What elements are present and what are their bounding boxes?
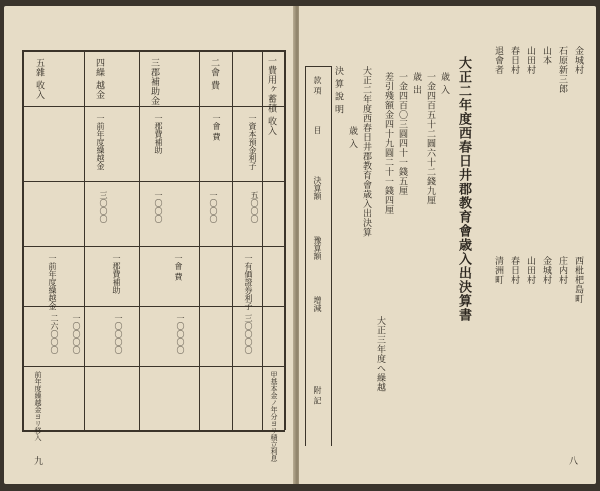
left-label-4: 四繰 越金 [94,58,104,100]
member-right-3: 金城村 [541,256,551,285]
header-cell-2: 目 [313,126,322,134]
member-row-6: 退會者 [493,46,503,75]
sub-title: 大正二年度西春日井郡教育會歳入出決算 [361,66,371,237]
right-page [299,6,596,484]
right-table-top [305,66,331,67]
summary-line-2: 一金四百五十二圓六十二錢九厘 [425,72,435,205]
member-row-4: 山田村 [525,46,535,75]
left-label-2: 二會 費 [209,58,219,90]
amount-b-2: 一〇〇〇〇 [176,314,185,354]
summary-line-4: 一金四百〇三圓四十一錢五厘 [397,72,407,196]
member-row-1: 金城村 [573,46,583,75]
amount-a-1: 五〇〇〇 [250,191,259,223]
right-table-right [331,66,332,446]
inner-label-5: 一有価證券利子 [244,254,253,310]
header-cell-6: 附 記 [313,386,322,405]
summary-line-3: 歳 出 [411,72,421,95]
left-page [4,6,295,484]
inner-label-3: 一郡費補助 [154,114,163,154]
amount-b-3: 一〇〇〇〇 [114,314,123,354]
header-rule-5 [22,366,284,367]
amount-a-2: 一〇〇〇 [209,191,218,223]
table-bottom-rule [22,430,285,432]
left-label-5: 五雜 收入 [34,58,44,100]
summary-line-5: 差引殘額金四十九圓二十一錢四厘 [383,72,393,215]
header-cell-5: 增減 [313,296,322,312]
table-left-rule [22,50,24,430]
right-page-number: 八 [569,457,579,467]
left-label-1: 一費用ヶ蓄積 收入 [266,56,276,136]
summary-line-1: 歳 入 [439,72,449,95]
col-rule-4 [232,50,233,430]
table-title-a: 決 算 說 明 [333,66,343,115]
amount-b-4: 一〇〇〇〇 [72,314,81,354]
col-rule-1 [84,50,85,430]
member-row-3: 山本 [541,46,551,65]
note-2: 前年度繰越金ヨリ移入 [34,371,42,441]
page-title: 大正二年度西春日井郡教育會歳入出決算書 [456,56,471,322]
amount-a-4: 三〇〇〇 [99,191,108,223]
inner-label-2: 一會 費 [212,114,221,141]
member-right-1: 西枇杷島町 [573,256,583,304]
amount-b-5: 二六〇〇〇 [50,314,59,354]
header-rule-1 [22,106,284,107]
col-rule-2 [139,50,140,430]
left-page-number: 九 [34,457,44,467]
inner-label-4: 一前年度繰越金 [96,114,105,170]
inner-label-8: 一前年度繰越金 [48,254,57,310]
right-table-left [305,66,306,446]
table-title-b: 歳 入 [347,126,357,149]
col-rule-5 [262,50,263,430]
member-right-2: 庄内村 [557,256,567,285]
inner-label-7: 一郡費補助 [112,254,121,294]
member-right-5: 春日村 [509,256,519,285]
header-cell-1: 款 項 [313,76,322,95]
header-rule-2 [22,181,284,182]
inner-label-6: 一會 費 [174,254,183,281]
carry-note: 大正三年度へ繰越 [375,316,385,392]
header-cell-4: 豫算額 [313,236,322,260]
member-row-5: 春日村 [509,46,519,75]
amount-b-1: 三〇〇〇〇 [244,314,253,354]
col-rule-3 [199,50,200,430]
table-right-rule [284,50,286,430]
header-rule-3 [22,246,284,247]
note-1: 甲基本金ノ年分ヨリ積立利息 [270,371,278,462]
member-right-6: 清洲町 [493,256,503,285]
member-right-4: 山田村 [525,256,535,285]
amount-a-3: 一〇〇〇 [154,191,163,223]
table-top-rule [22,50,284,52]
inner-label-1: 一資本預金利子 [248,114,257,170]
member-row-2: 石原新三郎 [557,46,567,94]
left-label-3: 三郡補助金 [149,58,159,106]
header-cell-3: 決算額 [313,176,322,200]
